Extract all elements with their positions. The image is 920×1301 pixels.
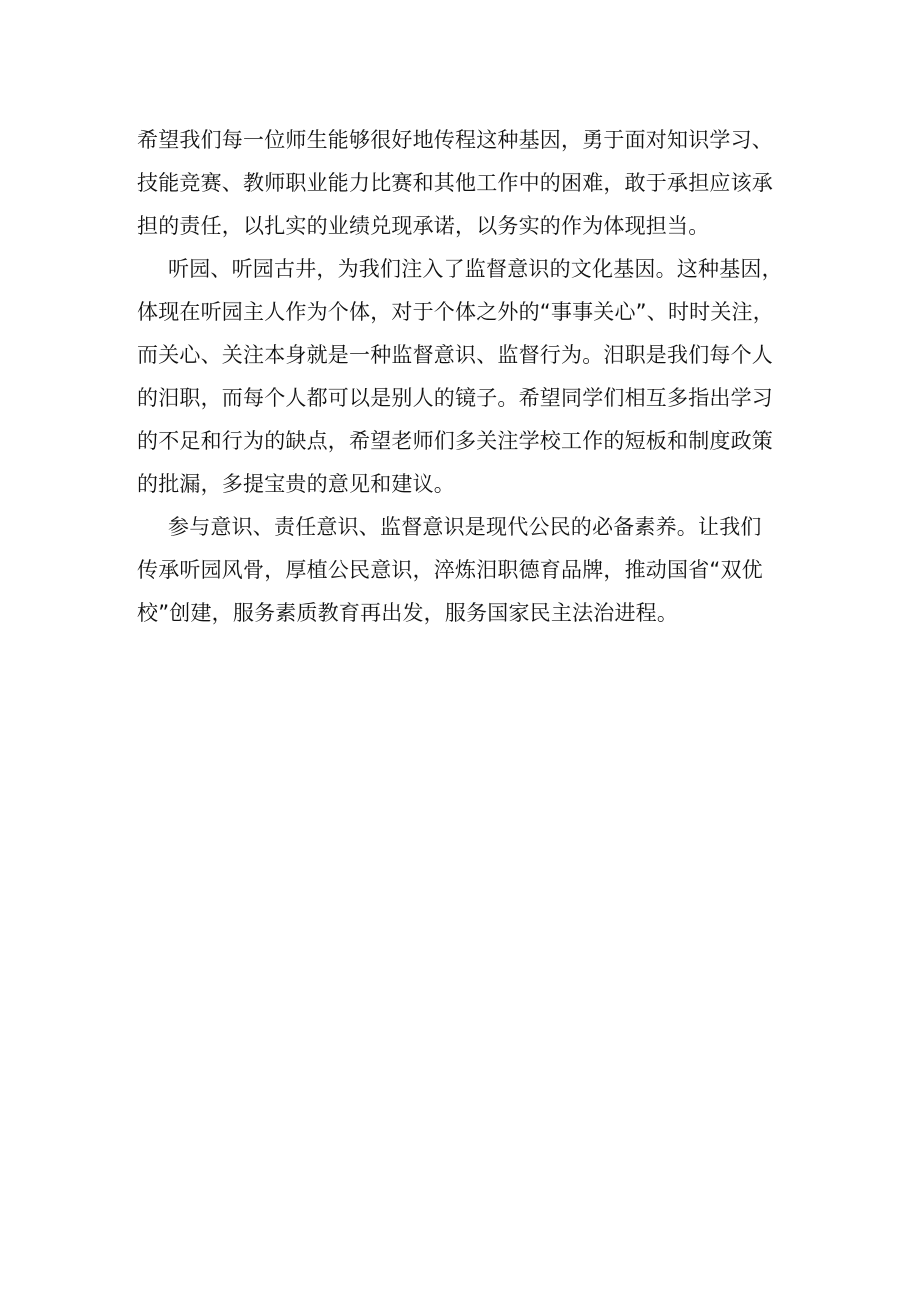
paragraph-2 <box>137 248 797 506</box>
document-body <box>137 119 797 635</box>
text-line: 担的责任，以扎实的业绩兑现承诺，以务实的作为体现担当。 <box>137 214 710 238</box>
text-line: 参与意识、责任意识、监督意识是现代公民的必备素养。让我们 <box>168 515 762 539</box>
text-line: 校”创建，服务素质教育再出发，服务国家民主法治进程。 <box>137 601 679 625</box>
text-line: 传承听园风骨，厚植公民意识，淬炼汨职德育品牌，推动国省“双优 <box>137 558 763 582</box>
text-line: 的不足和行为的缺点，希望老师们多关注学校工作的短板和制度政策 <box>137 429 773 453</box>
paragraph-3 <box>137 506 797 635</box>
text-line: 体现在听园主人作为个体，对于个体之外的“事事关心”、时时关注， <box>137 300 774 324</box>
text-line: 的批漏，多提宝贵的意见和建议。 <box>137 472 455 496</box>
paragraph-1 <box>137 119 797 248</box>
text-line: 技能竞赛、教师职业能力比赛和其他工作中的困难，敢于承担应该承 <box>137 171 773 195</box>
text-line: 希望我们每一位师生能够很好地传程这种基因，勇于面对知识学习、 <box>137 128 773 152</box>
text-line: 而关心、关注本身就是一种监督意识、监督行为。汨职是我们每个人 <box>137 343 773 367</box>
text-line: 的汨职，而每个人都可以是别人的镜子。希望同学们相互多指出学习 <box>137 386 773 410</box>
text-line: 听园、听园古井，为我们注入了监督意识的文化基因。这种基因， <box>168 257 783 281</box>
